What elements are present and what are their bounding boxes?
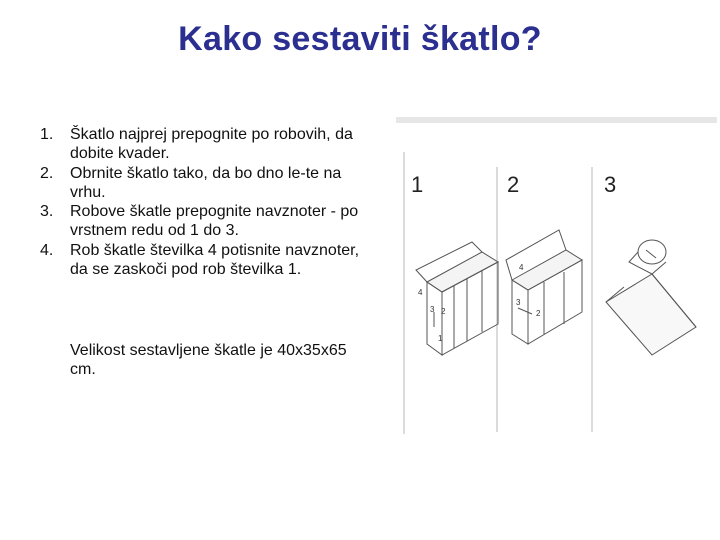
edge-label: 3 bbox=[430, 305, 435, 314]
folding-diagram bbox=[394, 112, 719, 440]
edge-label: 4 bbox=[418, 288, 423, 297]
panel-label-2: 2 bbox=[507, 172, 520, 197]
step-text: Robove škatle prepognite navznoter - po vrstnem redu od 1 do 3. bbox=[70, 203, 359, 240]
panel-label-1: 1 bbox=[411, 172, 424, 197]
instruction-step bbox=[40, 125, 380, 164]
instruction-step bbox=[40, 164, 380, 203]
edge-label: 2 bbox=[536, 309, 541, 318]
step-number: 4. bbox=[40, 241, 54, 259]
slide-title: Kako sestaviti škatlo? bbox=[178, 20, 542, 58]
edge-label: 2 bbox=[441, 307, 446, 316]
panel-label-3: 3 bbox=[604, 172, 617, 197]
step-text: Obrnite škatlo tako, da bo dno le-te na vrhu. bbox=[70, 164, 342, 201]
instruction-list bbox=[40, 125, 380, 279]
step-text: Škatlo najprej prepognite po robovih, da dobite kvader. bbox=[70, 126, 353, 163]
step-number: 3. bbox=[40, 203, 54, 221]
step-number: 1. bbox=[40, 126, 54, 143]
edge-label: 3 bbox=[516, 298, 521, 307]
box-size-note: Velikost sestavljene škatle je 40x35x65 cm. bbox=[70, 342, 347, 379]
step-number: 2. bbox=[40, 164, 54, 182]
edge-label: 1 bbox=[438, 334, 443, 343]
step-text: Rob škatle številka 4 potisnite navznoter, da se zaskoči pod rob številka 1. bbox=[70, 241, 360, 279]
instruction-step bbox=[40, 202, 380, 241]
instruction-step bbox=[40, 241, 380, 280]
edge-label: 4 bbox=[519, 263, 524, 272]
